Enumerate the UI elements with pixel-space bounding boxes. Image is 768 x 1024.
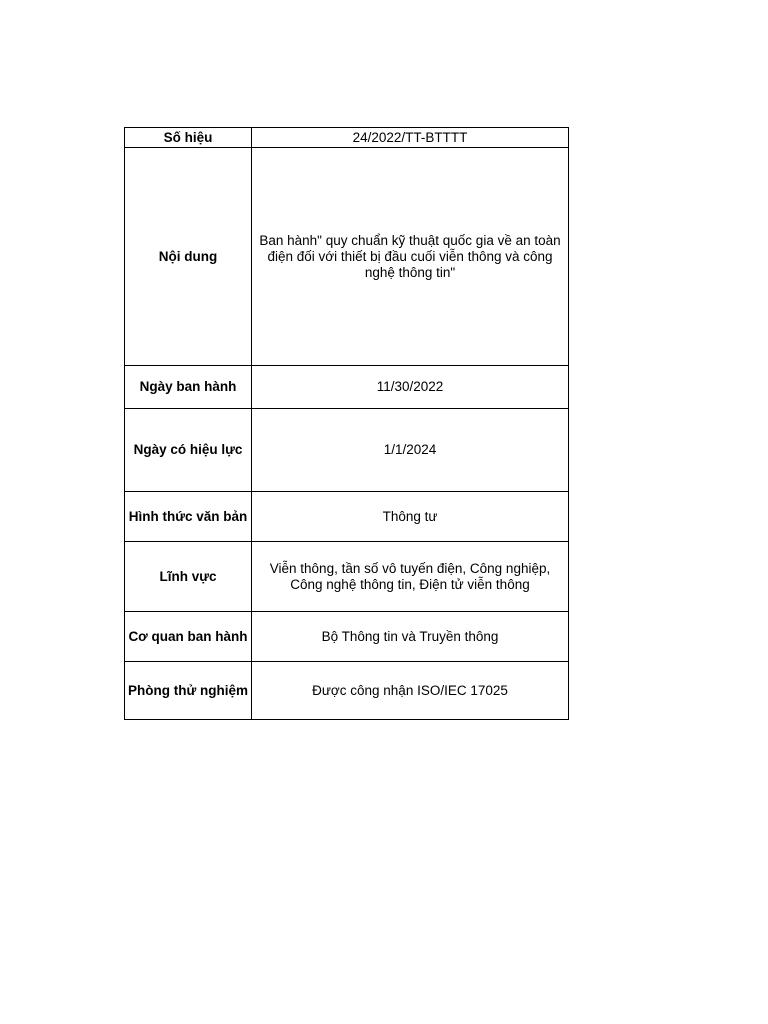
value-ngay-hieu-luc: 1/1/2024 [252, 409, 569, 492]
table-row-so-hieu [125, 128, 569, 148]
table-row-phong-thu [125, 662, 569, 720]
label-phong-thu: Phòng thử nghiệm [125, 662, 252, 720]
label-so-hieu: Số hiệu [125, 128, 252, 148]
table-row-linh-vuc [125, 542, 569, 612]
document-info-table [124, 127, 569, 720]
table-row-co-quan [125, 612, 569, 662]
value-phong-thu: Được công nhận ISO/IEC 17025 [252, 662, 569, 720]
value-noi-dung: Ban hành" quy chuẩn kỹ thuật quốc gia về an toàn điện đối với thiết bị đầu cuối viễn thông và công nghệ thông tin" [252, 148, 569, 366]
value-so-hieu: 24/2022/TT-BTTTT [252, 128, 569, 148]
table-row-ngay-ban-hanh [125, 366, 569, 409]
label-noi-dung: Nội dung [125, 148, 252, 366]
table-row-noi-dung [125, 148, 569, 366]
table-row-hinh-thuc [125, 492, 569, 542]
label-ngay-ban-hanh: Ngày ban hành [125, 366, 252, 409]
label-linh-vuc: Lĩnh vực [125, 542, 252, 612]
table-row-ngay-hieu-luc [125, 409, 569, 492]
label-hinh-thuc: Hình thức văn bản [125, 492, 252, 542]
value-hinh-thuc: Thông tư [252, 492, 569, 542]
value-ngay-ban-hanh: 11/30/2022 [252, 366, 569, 409]
label-co-quan: Cơ quan ban hành [125, 612, 252, 662]
label-ngay-hieu-luc: Ngày có hiệu lực [125, 409, 252, 492]
value-co-quan: Bộ Thông tin và Truyền thông [252, 612, 569, 662]
value-linh-vuc: Viễn thông, tần số vô tuyến điện, Công nghiệp, Công nghệ thông tin, Điện tử viễn thông [252, 542, 569, 612]
